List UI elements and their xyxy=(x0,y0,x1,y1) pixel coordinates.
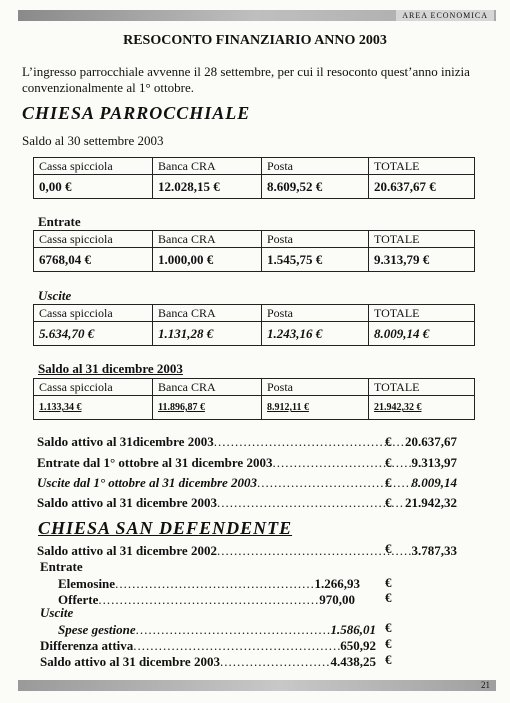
summary-value: 1.266,93 xyxy=(314,576,360,591)
col-banca: Banca CRA xyxy=(153,305,262,322)
euro-sign: € xyxy=(385,541,392,556)
saldo-dicembre-label: Saldo al 31 dicembre 2003 xyxy=(38,361,183,376)
summary-line xyxy=(37,495,457,511)
col-posta: Posta xyxy=(262,305,369,322)
col-cassa: Cassa spicciola xyxy=(34,231,153,248)
page-title: RESOCONTO FINANZIARIO ANNO 2003 xyxy=(123,33,387,48)
table-header-row xyxy=(34,158,475,175)
cell-totale: 9.313,79 € xyxy=(369,248,475,272)
summary-label: Entrate dal 1° ottobre al 31 dicembre 2003 xyxy=(37,455,273,470)
summary-line xyxy=(37,543,457,559)
euro-sign: € xyxy=(385,434,392,449)
uscite-label: Uscite xyxy=(40,605,74,620)
table-uscite xyxy=(33,304,475,346)
uscite-label: Uscite xyxy=(38,288,72,303)
summary-value: 21.942,32 xyxy=(405,495,457,510)
summary-line xyxy=(37,455,457,471)
cell-posta: 1.545,75 € xyxy=(262,248,369,272)
col-totale: TOTALE xyxy=(369,305,475,322)
cell-posta: 1.243,16 € xyxy=(262,322,369,346)
col-totale: TOTALE xyxy=(369,231,475,248)
summary-line xyxy=(58,592,355,608)
cell-banca: 11.896,87 € xyxy=(153,396,262,420)
table-row xyxy=(34,175,475,199)
summary-label: Saldo attivo al 31 dicembre 2003 xyxy=(40,654,220,669)
summary-line xyxy=(58,576,360,592)
section-heading-chiesa-parrocchiale: CHIESA PARROCCHIALE xyxy=(22,103,251,123)
col-cassa: Cassa spicciola xyxy=(34,305,153,322)
table-row xyxy=(34,248,475,272)
table-row xyxy=(34,396,475,420)
page-number: 21 xyxy=(481,680,490,690)
summary-line xyxy=(37,475,457,491)
summary-value: 9.313,97 xyxy=(411,455,457,470)
cell-cassa: 0,00 € xyxy=(34,175,153,199)
table-entrate xyxy=(33,230,475,272)
summary-value: 4.438,25 xyxy=(330,654,376,669)
cell-posta: 8.609,52 € xyxy=(262,175,369,199)
euro-sign: € xyxy=(385,575,392,590)
footer-band xyxy=(18,680,496,691)
col-banca: Banca CRA xyxy=(153,158,262,175)
summary-value: 8.009,14 xyxy=(411,475,457,490)
table-header-row xyxy=(34,305,475,322)
euro-sign: € xyxy=(385,495,392,510)
table-row xyxy=(34,322,475,346)
col-posta: Posta xyxy=(262,158,369,175)
col-banca: Banca CRA xyxy=(153,231,262,248)
summary-label: Spese gestione xyxy=(58,622,136,637)
euro-sign: € xyxy=(385,652,392,667)
cell-cassa: 6768,04 € xyxy=(34,248,153,272)
cell-banca: 12.028,15 € xyxy=(153,175,262,199)
summary-label: Differenza attiva xyxy=(40,638,134,653)
summary-value: 20.637,67 xyxy=(405,434,457,449)
euro-sign: € xyxy=(385,620,392,635)
table-header-row xyxy=(34,379,475,396)
summary-value: 1.586,01 xyxy=(330,622,376,637)
summary-label: Saldo attivo al 31 dicembre 2002 xyxy=(37,543,217,558)
euro-sign: € xyxy=(385,475,392,490)
table-header-row xyxy=(34,231,475,248)
cell-totale: 20.637,67 € xyxy=(369,175,475,199)
summary-line xyxy=(37,434,457,450)
cell-cassa: 1.133,34 € xyxy=(34,396,153,420)
summary-label: Saldo attivo al 31dicembre 2003 xyxy=(37,434,214,449)
summary-line xyxy=(40,638,376,654)
entrate-label: Entrate xyxy=(40,559,83,574)
cell-cassa: 5.634,70 € xyxy=(34,322,153,346)
summary-label: Elemosine xyxy=(58,576,116,591)
cell-banca: 1.131,28 € xyxy=(153,322,262,346)
euro-sign: € xyxy=(385,590,392,605)
col-banca: Banca CRA xyxy=(153,379,262,396)
entrate-label: Entrate xyxy=(38,214,81,229)
cell-totale: 8.009,14 € xyxy=(369,322,475,346)
summary-label: Uscite dal 1° ottobre al 31 dicembre 2003 xyxy=(37,475,258,490)
summary-value: 650,92 xyxy=(340,638,376,653)
section-heading-chiesa-san-defendente: CHIESA SAN DEFENDENTE xyxy=(38,518,293,538)
col-posta: Posta xyxy=(262,231,369,248)
euro-sign: € xyxy=(385,636,392,651)
summary-value: 3.787,33 xyxy=(411,543,457,558)
col-cassa: Cassa spicciola xyxy=(34,379,153,396)
table-saldo-settembre xyxy=(33,157,475,199)
summary-line xyxy=(40,654,376,670)
area-label: AREA ECONOMICA xyxy=(396,10,494,21)
cell-posta: 8.912,11 € xyxy=(262,396,369,420)
euro-sign: € xyxy=(385,455,392,470)
summary-label: Saldo attivo al 31 dicembre 2003 xyxy=(37,495,217,510)
table-saldo-dicembre xyxy=(33,378,475,420)
intro-paragraph: L’ingresso parrocchiale avvenne il 28 settembre, per cui il resoconto quest’anno inizia convenzionalmente al 1° ottobre. xyxy=(22,64,470,95)
cell-totale: 21.942,32 € xyxy=(369,396,475,420)
col-totale: TOTALE xyxy=(369,379,475,396)
summary-label: Offerte xyxy=(58,592,99,607)
summary-line xyxy=(58,622,376,638)
summary-value: 970,00 xyxy=(319,592,355,607)
col-posta: Posta xyxy=(262,379,369,396)
col-cassa: Cassa spicciola xyxy=(34,158,153,175)
col-totale: TOTALE xyxy=(369,158,475,175)
cell-banca: 1.000,00 € xyxy=(153,248,262,272)
saldo-30-settembre-label: Saldo al 30 settembre 2003 xyxy=(22,133,164,148)
